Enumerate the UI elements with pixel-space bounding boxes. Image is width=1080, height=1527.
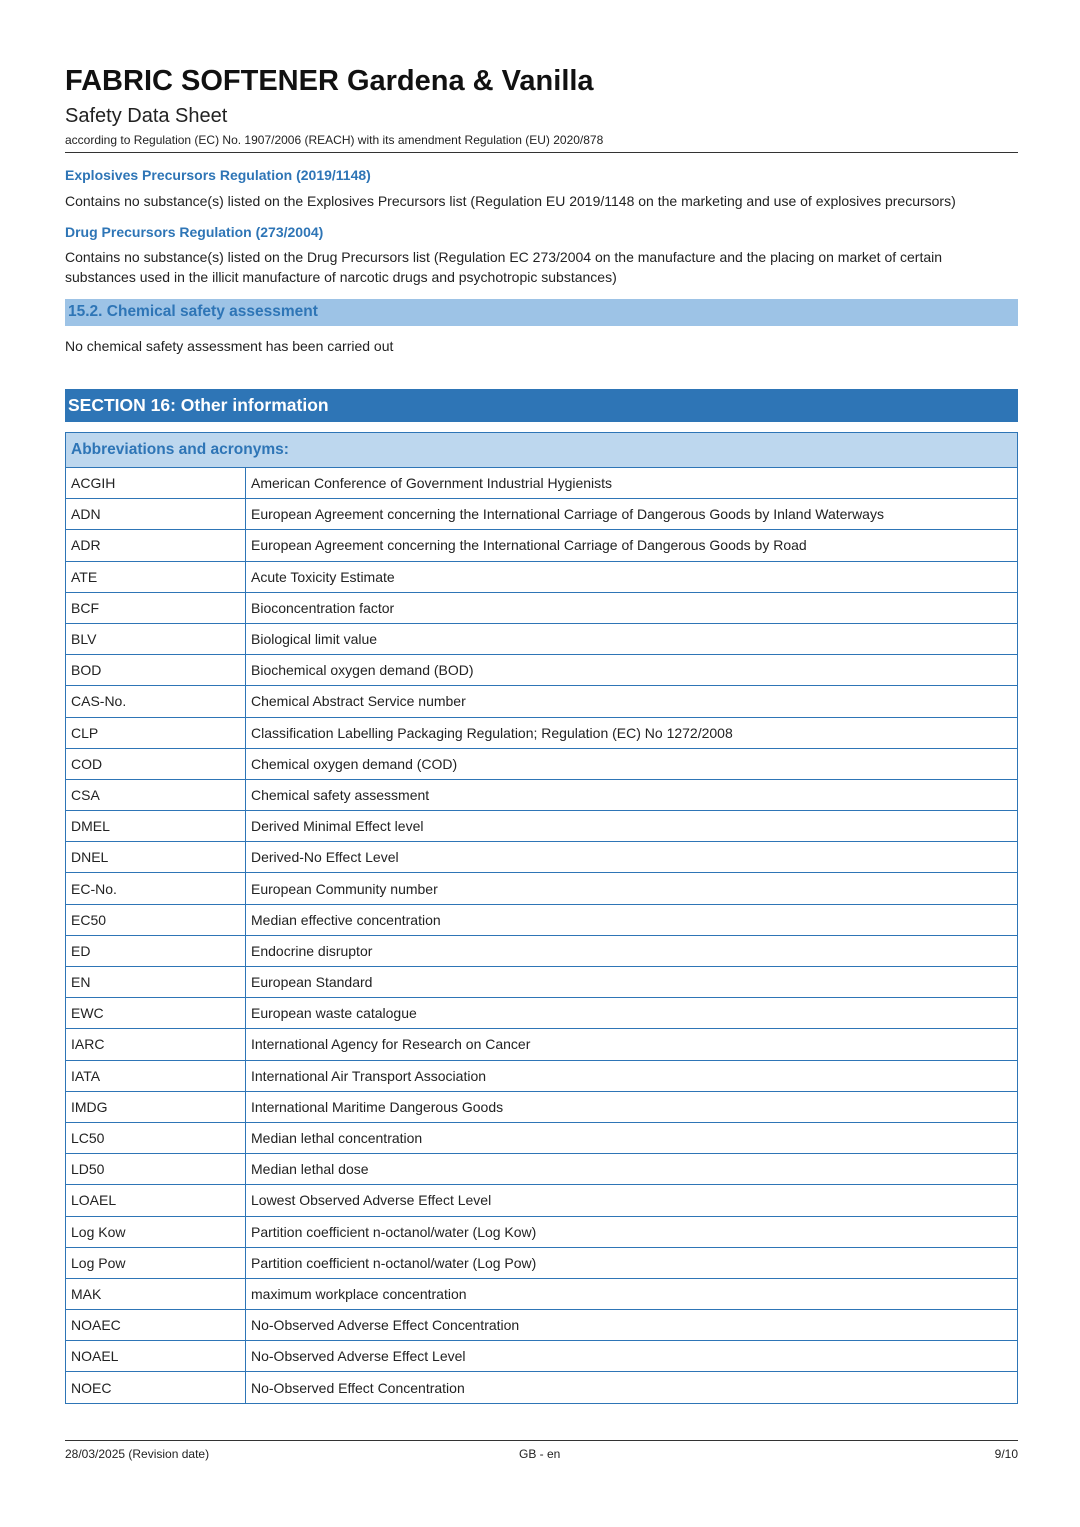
definition-cell: American Conference of Government Industrial Hygienists [246, 468, 1018, 499]
definition-cell: Partition coefficient n-octanol/water (Log Kow) [246, 1216, 1018, 1247]
abbreviation-cell: DNEL [66, 842, 246, 873]
abbreviation-cell: NOAEL [66, 1341, 246, 1372]
abbreviation-cell: ADR [66, 530, 246, 561]
section-16-band [65, 389, 1018, 422]
abbreviation-cell: LOAEL [66, 1185, 246, 1216]
abbreviation-cell: IATA [66, 1060, 246, 1091]
document-title: FABRIC SOFTENER Gardena & Vanilla [65, 65, 594, 97]
abbreviation-cell: Log Pow [66, 1247, 246, 1278]
table-row [66, 1122, 1018, 1153]
definition-cell: European Standard [246, 967, 1018, 998]
abbreviation-cell: EC50 [66, 904, 246, 935]
abbreviation-cell: LD50 [66, 1154, 246, 1185]
table-row [66, 686, 1018, 717]
definition-cell: No-Observed Adverse Effect Concentration [246, 1310, 1018, 1341]
abbreviation-cell: NOAEC [66, 1310, 246, 1341]
section-15-2-heading: 15.2. Chemical safety assessment [68, 303, 318, 320]
explosives-heading: Explosives Precursors Regulation (2019/1148) [65, 167, 371, 183]
abbreviation-cell: MAK [66, 1278, 246, 1309]
table-row [66, 748, 1018, 779]
definition-cell: European Agreement concerning the International Carriage of Dangerous Goods by Road [246, 530, 1018, 561]
definition-cell: Median effective concentration [246, 904, 1018, 935]
definition-cell: International Agency for Research on Cancer [246, 1029, 1018, 1060]
abbreviation-cell: BLV [66, 623, 246, 654]
table-row [66, 904, 1018, 935]
definition-cell: Bioconcentration factor [246, 592, 1018, 623]
table-row [66, 1154, 1018, 1185]
abbreviation-cell: BOD [66, 655, 246, 686]
table-row [66, 779, 1018, 810]
explosives-text: Contains no substance(s) listed on the Explosives Precursors list (Regulation EU 2019/1148 on the marketing and use of explosives precursors) [65, 193, 956, 209]
table-row [66, 1310, 1018, 1341]
drug-precursors-heading: Drug Precursors Regulation (273/2004) [65, 224, 324, 240]
definition-cell: No-Observed Effect Concentration [246, 1372, 1018, 1403]
table-row [66, 717, 1018, 748]
table-row [66, 623, 1018, 654]
table-row [66, 655, 1018, 686]
abbreviation-cell: IARC [66, 1029, 246, 1060]
definition-cell: Biochemical oxygen demand (BOD) [246, 655, 1018, 686]
definition-cell: Derived Minimal Effect level [246, 811, 1018, 842]
abbreviation-cell: NOEC [66, 1372, 246, 1403]
definition-cell: No-Observed Adverse Effect Level [246, 1341, 1018, 1372]
definition-cell: Chemical oxygen demand (COD) [246, 748, 1018, 779]
footer-divider [65, 1440, 1018, 1441]
table-row [66, 811, 1018, 842]
abbreviation-cell: EWC [66, 998, 246, 1029]
definition-cell: Lowest Observed Adverse Effect Level [246, 1185, 1018, 1216]
table-row [66, 530, 1018, 561]
page-number: 9/10 [994, 1447, 1018, 1461]
table-row [66, 1278, 1018, 1309]
table-row [66, 1247, 1018, 1278]
table-row [66, 1216, 1018, 1247]
abbreviation-cell: BCF [66, 592, 246, 623]
definition-cell: Chemical Abstract Service number [246, 686, 1018, 717]
revision-date: 28/03/2025 (Revision date) [65, 1447, 210, 1461]
definition-cell: International Maritime Dangerous Goods [246, 1091, 1018, 1122]
definition-cell: Classification Labelling Packaging Regulation; Regulation (EC) No 1272/2008 [246, 717, 1018, 748]
section-15-2-band [65, 299, 1018, 326]
abbreviation-cell: COD [66, 748, 246, 779]
definition-cell: European Agreement concerning the International Carriage of Dangerous Goods by Inland Waterways [246, 499, 1018, 530]
section-16-heading: SECTION 16: Other information [68, 395, 329, 415]
table-row [66, 499, 1018, 530]
table-header-row [66, 433, 1018, 468]
table-row [66, 561, 1018, 592]
abbreviation-cell: ATE [66, 561, 246, 592]
abbreviation-cell: LC50 [66, 1122, 246, 1153]
abbreviation-cell: ACGIH [66, 468, 246, 499]
abbreviation-cell: DMEL [66, 811, 246, 842]
definition-cell: maximum workplace concentration [246, 1278, 1018, 1309]
table-row [66, 1372, 1018, 1403]
abbreviation-cell: IMDG [66, 1091, 246, 1122]
definition-cell: Biological limit value [246, 623, 1018, 654]
table-row [66, 1185, 1018, 1216]
abbreviation-cell: ED [66, 935, 246, 966]
abbreviation-cell: EC-No. [66, 873, 246, 904]
language-code: GB - en [519, 1447, 561, 1461]
abbreviation-cell: CLP [66, 717, 246, 748]
table-row [66, 873, 1018, 904]
drug-precursors-text: Contains no substance(s) listed on the Drug Precursors list (Regulation EC 273/2004 on the manufacture and the placing on market of certain substances used in the illicit manufacture of narcotic drugs and psychotropic substances) [65, 249, 943, 285]
definition-cell: European waste catalogue [246, 998, 1018, 1029]
table-row [66, 998, 1018, 1029]
definition-cell: International Air Transport Association [246, 1060, 1018, 1091]
table-row [66, 935, 1018, 966]
regulation-line: according to Regulation (EC) No. 1907/2006 (REACH) with its amendment Regulation (EU) 2020/878 [65, 133, 604, 147]
definition-cell: Derived-No Effect Level [246, 842, 1018, 873]
definition-cell: Endocrine disruptor [246, 935, 1018, 966]
abbreviation-cell: ADN [66, 499, 246, 530]
abbreviation-cell: CSA [66, 779, 246, 810]
table-row [66, 468, 1018, 499]
definition-cell: Partition coefficient n-octanol/water (Log Pow) [246, 1247, 1018, 1278]
abbreviations-heading: Abbreviations and acronyms: [66, 433, 1018, 468]
definition-cell: Acute Toxicity Estimate [246, 561, 1018, 592]
table-row [66, 842, 1018, 873]
section-15-2-text: No chemical safety assessment has been carried out [65, 338, 394, 354]
definition-cell: Median lethal dose [246, 1154, 1018, 1185]
abbreviations-table [65, 432, 1018, 1404]
abbreviation-cell: Log Kow [66, 1216, 246, 1247]
table-row [66, 1029, 1018, 1060]
definition-cell: Chemical safety assessment [246, 779, 1018, 810]
definition-cell: Median lethal concentration [246, 1122, 1018, 1153]
abbreviation-cell: EN [66, 967, 246, 998]
table-row [66, 1091, 1018, 1122]
table-row [66, 1341, 1018, 1372]
table-row [66, 592, 1018, 623]
document-subtitle: Safety Data Sheet [65, 105, 228, 127]
abbreviation-cell: CAS-No. [66, 686, 246, 717]
definition-cell: European Community number [246, 873, 1018, 904]
header-divider [65, 152, 1018, 153]
table-row [66, 1060, 1018, 1091]
table-row [66, 967, 1018, 998]
